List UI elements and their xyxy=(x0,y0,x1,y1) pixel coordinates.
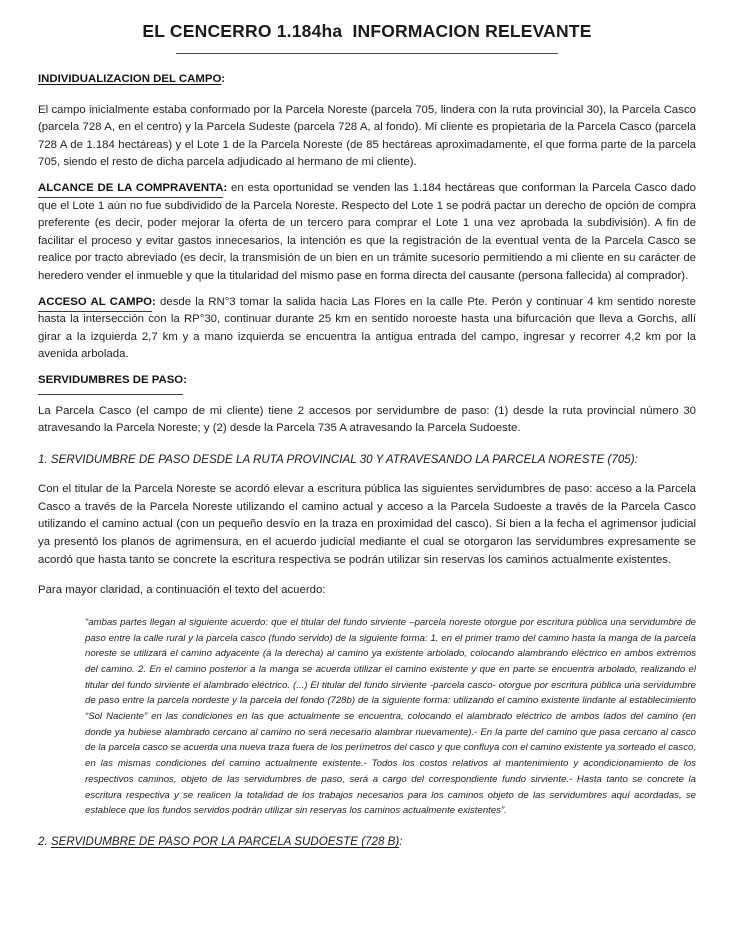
paragraph-alcance xyxy=(38,180,696,286)
acceso-lead: ACCESO AL CAMPO xyxy=(38,295,153,308)
paragraph-acceso xyxy=(38,294,696,364)
heading-servidumbres-colon: : xyxy=(183,373,187,386)
heading-servidumbre-1: 1. SERVIDUMBRE DE PASO DESDE LA RUTA PROVINCIAL 30 Y ATRAVESANDO LA PARCELA NORESTE (705): xyxy=(38,452,638,466)
title-rule xyxy=(176,53,558,54)
paragraph-servidumbre-1: Con el titular de la Parcela Noreste se acordó elevar a escritura pública las siguientes servidumbres de paso: acceso a la Parcela Casco a través de la Parcela Noreste utilizando el camino actual y acceso a la Parcela Sudoeste a través de la Parcela Casco utilizando el camino actual (con un pequeño desvío en la traza en proximidad del casco). Si bien a la fecha el agrimensor judicial ya presentó los planos de agrimensura, en el acuerdo judicial mediante el cual se otorgaron las servidumbres expresamente se acordó que hasta tanto se concrete la escritura respectiva se podrán utilizar sin reservas los caminos actualmente existentes. xyxy=(38,483,696,566)
heading-individualizacion xyxy=(38,71,696,89)
paragraph-servidumbres: La Parcela Casco (el campo de mi cliente) tiene 2 accesos por servidumbre de paso: (1) desde la ruta provincial número 30 atravesando la Parcela Noreste; y (2) desde la Parcela 735 A atravesando la Parcela Sudoeste. xyxy=(38,404,696,435)
alcance-lead-colon: : xyxy=(223,181,228,194)
heading-individualizacion-text: INDIVIDUALIZACION DEL CAMPO xyxy=(38,73,222,85)
heading-servidumbre-2 xyxy=(38,833,696,851)
heading-individualizacion-colon: : xyxy=(221,73,226,85)
heading-servidumbre-2-colon: : xyxy=(399,834,403,848)
heading-servidumbres-text: SERVIDUMBRES DE PASO xyxy=(38,373,184,386)
heading-servidumbre-2-number: 2. xyxy=(38,834,51,848)
heading-servidumbres xyxy=(38,372,696,390)
acceso-lead-colon: : xyxy=(152,295,156,308)
document-title: EL CENCERRO 1.184ha INFORMACION RELEVANTE xyxy=(142,21,592,41)
alcance-body: en esta oportunidad se venden las 1.184 hectáreas que conforman la Parcela Casco dado que el Lote 1 aún no fue subdividido de la Parcela Noreste. Respecto del Lote 1 se podrá pactar un derecho de opción de compra preferente (es decir, poder mejorar la oferta de un tercero para comprar el Lote 1 una vez aprobada la subdivisión). A fin de facilitar el proceso y evitar gastos innecesarios, la intención es que la registración de la eventual venta de la Parcela Casco se realice por tracto abreviado (es decir, la transmisión de un bien en un trámite sucesorio permitiendo a mi cliente en su carácter de heredero vender el inmueble y que la titularidad del mismo pase en forma directa del causante (persona fallecida) al comprador). xyxy=(38,181,696,282)
paragraph-individualizacion: El campo inicialmente estaba conformado por la Parcela Noreste (parcela 705, lindera con la ruta provincial 30), la Parcela Casco (parcela 728 A, en el centro) y la Parcela Sudeste (parcela 728 A, al fondo). Mi cliente es propietaria de la Parcela Casco (parcela 728 A de 1.184 hectáreas) y el Lote 1 de la Parcela Noreste (de 85 hectáreas aproximadamente, el que forma parte de la parcela 705, siendo el resto de dicha parcela adjudicado al hermano de mi cliente). xyxy=(38,103,696,169)
alcance-lead: ALCANCE DE LA COMPRAVENTA xyxy=(38,181,224,194)
heading-servidumbre-2-text: SERVIDUMBRE DE PASO POR LA PARCELA SUDOESTE (728 B) xyxy=(50,834,400,848)
quote-acuerdo: “ambas partes llegan al siguiente acuerdo: que el titular del fundo sirviente –parcela noreste otorgue por escritura pública una servidumbre de paso entre la calle rural y la parcela casco (fundo servido) de la siguiente forma: 1. en el primer tramo del camino hasta la manga de la parcela noreste se utilizará el camino adyacente (a la derecha) al camino ya existente arbolado, colocando alambrando eléctrico en ambos extremos del camino. 2. En el camino posterior a la manga se acuerda utilizar el camino existente y que en parte se encuentra arbolado, realizando el titular del fundo sirviente el alambrado eléctrico. (...) El titular del fundo sirviente -parcela casco- otorgue por escritura pública una servidumbre de paso entre la parcela nordeste y la parcela del fondo (728b) de la siguiente forma: utilizando el camino existente lindante al establecimiento “Sol Naciente” en las condiciones en las que actualmente se encuentra, colocando el alambrado eléctrico de ambos lados del camino (en donde ya hubiese alambrado cercano al camino no será necesario alambrar nuevamente).- En la parte del camino que pasa cercano al casco de la parcela casco se acuerda una nueva traza fuera de los perímetros del casco y que confluya con el camino existente ya sorteado el casco, en las mismas condiciones del camino actualmente existente.- Todos los costos relativos al mantenimiento y acondicionamiento de los respectivos caminos, objeto de las servidumbres de paso, será a cargo del correspondiente fundo sirviente.- Hasta tanto se concrete la escritura respectiva y se realicen la totalidad de los trabajos necesarios para los caminos objeto de las servidumbres aquí acordadas, se establece que los fundos servidos podrán utilizar sin reservas los caminos actualmente existentes”. xyxy=(85,616,696,817)
acceso-body: desde la RN°3 tomar la salida hacia Las Flores en la calle Pte. Perón y continuar 4 km sentido noreste hasta la intersección con la RP°30, continuar durante 25 km en sentido noroeste hasta una bifurcación que lleva a Gorchs, allí girar a la izquierda 2,7 km y a mano izquierda se encuentra la antigua entrada del campo, ingresar y recorrer 4,2 km por la avenida arbolada. xyxy=(38,295,697,361)
paragraph-nota-acuerdo: Para mayor claridad, a continuación el texto del acuerdo: xyxy=(38,584,326,597)
